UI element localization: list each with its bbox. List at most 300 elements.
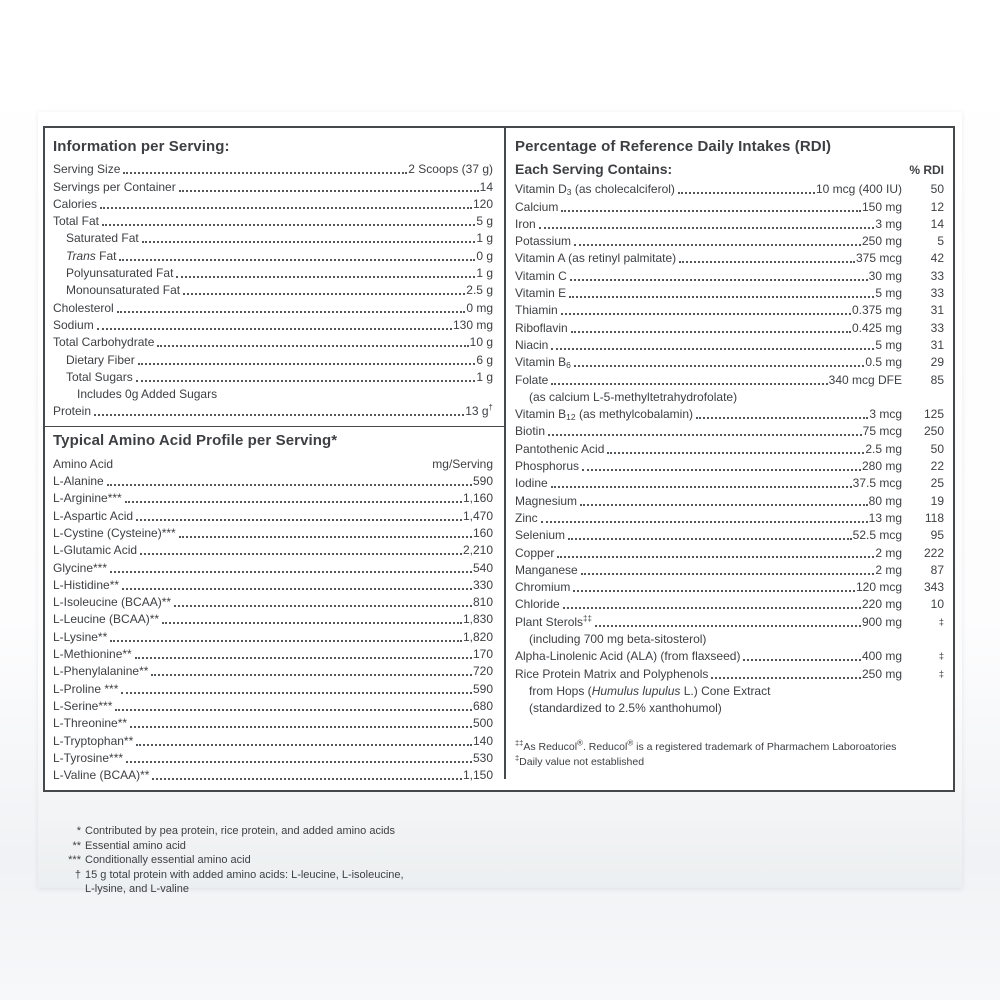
dot-leader — [138, 363, 476, 365]
info-row — [53, 246, 493, 263]
rdi-row-percent: 33 — [930, 320, 944, 335]
rdi-row-label — [515, 528, 565, 543]
amino-row — [53, 524, 493, 541]
text-segment: Protein — [53, 404, 92, 419]
dot-leader — [119, 259, 475, 261]
text-segment: (as methylcobalamin) — [575, 407, 693, 422]
info-row — [53, 333, 493, 350]
rdi-row-amount: 0.5 mg — [865, 355, 902, 370]
amino-row-value: 680 — [472, 698, 493, 713]
dot-leader — [140, 553, 462, 555]
rdi-row-amount: 30 mg — [868, 268, 902, 283]
rdi-row — [515, 664, 944, 681]
info-row — [53, 368, 493, 385]
rdi-row-amount: 120 mcg — [855, 580, 902, 595]
rdi-row-percent: 25 — [930, 476, 944, 491]
info-row — [53, 177, 493, 194]
amino-row — [53, 662, 493, 679]
info-row-value: 1 g — [476, 369, 493, 384]
dot-leader — [176, 276, 475, 278]
dot-leader — [117, 311, 466, 313]
info-row — [53, 212, 493, 229]
rdi-row-amount: 75 mcg — [862, 424, 902, 439]
rdi-row-percent: 50 — [930, 182, 944, 197]
info-row-value: 1 g — [476, 266, 493, 281]
dot-leader — [183, 293, 465, 295]
rdi-row-main — [515, 442, 902, 457]
dot-leader — [135, 657, 472, 659]
supplement-label — [38, 112, 962, 895]
rdi-row-amount: 250 mg — [861, 666, 902, 681]
info-row-label — [66, 353, 135, 368]
dot-leader — [110, 571, 472, 573]
rdi-row-main — [515, 217, 902, 232]
dot-leader — [561, 210, 861, 212]
footnote-text: Conditionally essential amino acid — [85, 854, 251, 866]
rdi-row-amount: 2.5 mg — [865, 441, 902, 456]
info-row-label — [53, 335, 154, 350]
dot-leader — [551, 486, 852, 488]
rdi-row-main — [515, 234, 902, 249]
rdi-row-percent: 95 — [930, 528, 944, 543]
info-row-value: 0 g — [476, 248, 493, 263]
text-segment: Phosphorus — [515, 459, 580, 474]
amino-row-label: L-Methionine** — [53, 647, 132, 662]
rdi-rows-list — [515, 180, 944, 716]
text-segment: Calcium — [515, 199, 559, 214]
text-segment: Sodium — [53, 317, 94, 332]
dagger-mark: † — [488, 403, 493, 413]
text-segment: Vitamin B — [515, 355, 567, 370]
rdi-row-label — [515, 286, 566, 301]
rdi-row-subline — [515, 630, 944, 647]
rdi-row — [515, 353, 944, 370]
footnote-marker: † — [74, 868, 81, 881]
rdi-row — [515, 474, 944, 491]
rdi-row-label — [515, 321, 568, 336]
amino-row-value: 1,150 — [462, 768, 493, 783]
text-segment: Fat — [95, 248, 117, 263]
text-segment: Vitamin B — [515, 407, 567, 422]
text-segment: Pantothenic Acid — [515, 441, 605, 456]
text-segment: Vitamin E — [515, 286, 567, 301]
amino-row — [53, 506, 493, 523]
each-serving-label: Each Serving Contains: — [515, 161, 673, 177]
text-segment: Monounsaturated Fat — [66, 283, 181, 298]
footnote-text: L-lysine, and L-valine — [85, 883, 189, 895]
text-segment: Plant Sterols — [515, 614, 584, 629]
text-segment: Riboflavin — [515, 320, 568, 335]
footnote-marker: *** — [68, 854, 81, 866]
rdi-row-label — [515, 580, 570, 595]
amino-row-label: L-Proline *** — [53, 681, 119, 696]
rdi-row-main — [515, 338, 902, 353]
rdi-row — [515, 457, 944, 474]
info-row — [53, 402, 493, 419]
info-row — [53, 160, 493, 177]
amino-row — [53, 541, 493, 558]
rdi-row-amount: 37.5 mcg — [852, 476, 902, 491]
amino-row — [53, 766, 493, 783]
rdi-row-label — [515, 182, 675, 197]
dot-leader — [130, 726, 472, 728]
info-rows-list — [53, 160, 493, 419]
rdi-row-amount: 2 mg — [875, 562, 902, 577]
rdi-row — [515, 422, 944, 439]
dot-leader — [122, 588, 472, 590]
info-row-label — [66, 283, 180, 298]
amino-row — [53, 558, 493, 575]
text-segment: Total Sugars — [66, 369, 133, 384]
rdi-row-main — [515, 286, 902, 301]
rdi-row-label — [515, 511, 538, 526]
rdi-row-amount: 5 mg — [875, 337, 902, 352]
footnote-text: Essential amino acid — [85, 839, 186, 852]
rdi-row-label — [515, 200, 558, 215]
info-row-value: 13 g† — [465, 403, 493, 419]
mg-serving-col-label: mg/Serving — [432, 456, 493, 471]
rdi-row-label — [515, 667, 708, 682]
facts-panel — [43, 126, 955, 895]
info-row — [53, 350, 493, 367]
rdi-row-main — [515, 476, 902, 491]
info-row — [53, 195, 493, 212]
amino-column-headers — [53, 454, 493, 471]
rdi-row-amount: 0.425 mg — [851, 320, 902, 335]
amino-profile-header: Typical Amino Acid Profile per Serving* — [53, 432, 338, 450]
rdi-row-amount: 80 mg — [868, 493, 902, 508]
dot-leader — [574, 365, 864, 367]
text-segment: ‡‡ — [583, 613, 592, 623]
rdi-row-label — [515, 459, 579, 474]
rdi-row-percent: ‡ — [938, 668, 944, 680]
amino-row-label: L-Isoleucine (BCAA)** — [53, 595, 172, 610]
dot-leader — [679, 261, 855, 263]
rdi-subline-text — [529, 701, 722, 716]
rdi-row-amount: 340 mcg DFE — [828, 372, 902, 387]
amino-row — [53, 749, 493, 766]
rdi-row — [515, 612, 944, 629]
amino-row-value: 330 — [472, 577, 493, 592]
rdi-row-main — [515, 615, 902, 630]
text-segment: Humulus lupulus — [591, 683, 681, 698]
rdi-row-label — [515, 546, 554, 561]
rdi-subline-text — [529, 390, 737, 405]
dot-leader — [582, 469, 861, 471]
text-segment: Servings per Container — [53, 179, 176, 194]
rdi-row-amount: 10 mcg (400 IU) — [815, 182, 902, 197]
rdi-row-amount: 400 mg — [861, 649, 902, 664]
rdi-footnote — [515, 740, 944, 755]
text-segment: ® — [577, 738, 583, 748]
amino-row-label: L-Threonine** — [53, 716, 128, 731]
rdi-row-label — [515, 442, 604, 457]
amino-row-value: 590 — [472, 474, 493, 489]
text-segment: Vitamin A (as retinyl palmitate) — [515, 251, 677, 266]
text-segment: 3 — [566, 187, 572, 198]
dot-leader — [100, 207, 472, 209]
rdi-row-label — [515, 338, 548, 353]
info-row-label — [53, 301, 114, 316]
amino-row — [53, 714, 493, 731]
rdi-row-label — [515, 234, 571, 249]
rdi-row-amount: 250 mg — [861, 234, 902, 249]
rdi-row-label — [515, 615, 592, 630]
text-segment: Chloride — [515, 597, 560, 612]
text-segment: As Reducol — [523, 741, 578, 754]
rdi-row — [515, 561, 944, 578]
text-segment: Zinc — [515, 510, 538, 525]
rdi-row-percent: 125 — [923, 407, 944, 422]
amino-row-value: 540 — [472, 560, 493, 575]
text-segment: Vitamin C — [515, 268, 567, 283]
dot-leader — [551, 348, 874, 350]
footnote-marker: ‡ — [515, 753, 520, 763]
rdi-subline-text — [529, 684, 770, 699]
rdi-row — [515, 249, 944, 266]
dot-leader — [110, 640, 462, 642]
text-segment: Selenium — [515, 528, 566, 543]
rdi-subheader-row — [515, 160, 944, 180]
info-row — [53, 385, 493, 402]
dot-leader — [174, 605, 472, 607]
amino-row-value: 720 — [472, 664, 493, 679]
dot-leader — [121, 692, 472, 694]
text-segment: from Hops ( — [529, 683, 592, 698]
dot-leader — [136, 744, 472, 746]
amino-row — [53, 610, 493, 627]
dot-leader — [136, 519, 462, 521]
rdi-row-label — [515, 407, 693, 422]
rdi-row-amount: 13 mg — [868, 510, 902, 525]
text-segment: Calories — [53, 196, 98, 211]
info-row-label — [53, 214, 99, 229]
dot-leader — [563, 607, 861, 609]
rdi-row — [515, 491, 944, 508]
amino-row-label: L-Cystine (Cysteine)*** — [53, 525, 176, 540]
rdi-row — [515, 578, 944, 595]
text-segment: L.) Cone Extract — [680, 683, 771, 698]
rdi-row-main — [515, 373, 902, 388]
text-segment: Manganese — [515, 562, 578, 577]
amino-row-value: 1,470 — [462, 508, 493, 523]
amino-row-value: 1,160 — [462, 491, 493, 506]
rdi-row-main — [515, 269, 902, 284]
rdi-row-label — [515, 476, 548, 491]
dot-leader — [541, 521, 868, 523]
rdi-row-main — [515, 355, 902, 370]
footnote-marker: ** — [72, 839, 81, 852]
info-row — [53, 316, 493, 333]
dot-leader — [573, 590, 855, 592]
dot-leader — [581, 573, 875, 575]
rdi-row-main — [515, 494, 902, 509]
footnote-marker — [53, 882, 81, 897]
text-segment: Iron — [515, 216, 536, 231]
rdi-footnotes — [515, 740, 944, 769]
dot-leader — [696, 417, 868, 419]
text-segment: Total Carbohydrate — [53, 335, 155, 350]
rdi-row — [515, 526, 944, 543]
rdi-row — [515, 180, 944, 197]
text-segment: Cholesterol — [53, 300, 114, 315]
amino-row-label: L-Tryptophan** — [53, 733, 134, 748]
info-row-label — [53, 404, 91, 419]
amino-row-value: 810 — [472, 595, 493, 610]
rdi-row-amount: 375 mcg — [855, 251, 902, 266]
rdi-row-percent: 14 — [930, 216, 944, 231]
rdi-row-subline — [515, 682, 944, 699]
rdi-row-percent: 12 — [930, 199, 944, 214]
rdi-row-amount: 5 mg — [875, 286, 902, 301]
rdi-row-amount: 220 mg — [861, 597, 902, 612]
rdi-row — [515, 543, 944, 560]
text-segment: Trans — [66, 248, 96, 263]
amino-row — [53, 697, 493, 714]
dot-leader — [102, 224, 475, 226]
dot-leader — [152, 778, 461, 780]
rdi-row — [515, 509, 944, 526]
text-segment: (standardized to 2.5% xanthohumol) — [529, 701, 722, 716]
footnote-text: 15 g total protein with added amino acids: L-leucine, L-isoleucine, — [85, 868, 404, 881]
text-segment: Potassium — [515, 234, 572, 249]
rdi-row-percent: 5 — [937, 234, 944, 249]
rdi-row-label — [515, 217, 536, 232]
rdi-row-amount: 280 mg — [861, 459, 902, 474]
amino-row — [53, 679, 493, 696]
dot-leader — [743, 659, 861, 661]
amino-row-label: L-Phenylalanine** — [53, 664, 149, 679]
rdi-column — [506, 128, 953, 790]
rdi-row-percent: 42 — [930, 251, 944, 266]
info-row-value: 130 mg — [452, 317, 493, 332]
footnote-marker: * — [76, 825, 81, 837]
text-segment: Folate — [515, 372, 549, 387]
footnote-text: Contributed by pea protein, rice protein, and added amino acids — [85, 825, 396, 837]
rdi-row-percent: 31 — [930, 337, 944, 352]
info-row-label — [66, 231, 139, 246]
dot-leader — [151, 674, 472, 676]
rdi-row-main — [515, 303, 902, 318]
amino-row-value: 590 — [472, 681, 493, 696]
rdi-row-percent: 87 — [930, 562, 944, 577]
rdi-row-main — [515, 407, 902, 422]
text-segment: 6 — [566, 360, 571, 371]
rdi-row-main — [515, 251, 902, 266]
amino-acid-col-label: Amino Acid — [53, 456, 114, 471]
dot-leader — [179, 536, 472, 538]
info-row — [53, 298, 493, 315]
amino-row-value: 2,210 — [462, 543, 493, 558]
info-row-label — [53, 180, 176, 195]
text-segment: Serving Size — [53, 162, 121, 177]
rdi-row-percent: ‡ — [938, 616, 944, 628]
info-row-value: 5 g — [476, 214, 493, 229]
rdi-row — [515, 318, 944, 335]
rdi-row-amount: 0.375 mg — [851, 303, 902, 318]
rdi-row-label — [515, 373, 548, 388]
rdi-row-main — [515, 511, 902, 526]
text-segment: Saturated Fat — [66, 231, 139, 246]
dot-leader — [126, 761, 472, 763]
amino-row-value: 160 — [472, 525, 493, 540]
dot-leader — [157, 345, 468, 347]
rdi-row-label — [515, 563, 578, 578]
rdi-row-main — [515, 200, 902, 215]
text-segment: Daily value not established — [519, 755, 645, 768]
amino-row — [53, 627, 493, 644]
rdi-row-amount: 3 mg — [875, 216, 902, 231]
rdi-row — [515, 266, 944, 283]
info-row-value: 10 g — [469, 335, 493, 350]
dot-leader — [574, 244, 861, 246]
dot-leader — [607, 452, 864, 454]
rdi-row-subline — [515, 388, 944, 405]
rdi-row-amount: 900 mg — [861, 614, 902, 629]
rdi-row-subline — [515, 699, 944, 716]
rdi-row-main — [515, 597, 902, 612]
rdi-row-main — [515, 580, 902, 595]
info-per-serving-header: Information per Serving: — [53, 138, 230, 155]
info-row-value: 2.5 g — [466, 283, 493, 298]
amino-row — [53, 731, 493, 748]
text-segment: Polyunsaturated Fat — [66, 266, 174, 281]
rdi-header: Percentage of Reference Daily Intakes (RDI) — [515, 138, 832, 155]
rdi-row-main — [515, 424, 902, 439]
amino-row-label: L-Valine (BCAA)** — [53, 768, 150, 783]
text-segment: . Reducol — [582, 741, 628, 754]
dot-leader — [580, 504, 868, 506]
text-segment: is a registered trademark of Pharmachem Laboroatories — [633, 741, 897, 754]
amino-row-value: 1,820 — [462, 629, 493, 644]
info-row-label — [53, 318, 94, 333]
text-segment: Magnesium — [515, 493, 578, 508]
rdi-row-main — [515, 563, 902, 578]
info-row — [53, 229, 493, 246]
rdi-row — [515, 301, 944, 318]
text-segment: Total Fat — [53, 214, 100, 229]
amino-row-label: Glycine*** — [53, 560, 108, 575]
dot-leader — [595, 625, 861, 627]
text-segment: Alpha-Linolenic Acid (ALA) (from flaxseed) — [515, 649, 741, 664]
rdi-row-main — [515, 459, 902, 474]
rdi-row-label — [515, 303, 558, 318]
info-row — [53, 264, 493, 281]
dot-leader — [561, 313, 851, 315]
rdi-row-main — [515, 528, 902, 543]
dot-leader — [107, 484, 472, 486]
info-row-label — [53, 197, 97, 212]
footnote-marker: ‡‡ — [515, 738, 524, 748]
rdi-row-label — [515, 424, 545, 439]
amino-row-label: L-Histidine** — [53, 577, 120, 592]
rdi-row-percent: 343 — [923, 580, 944, 595]
dot-leader — [571, 331, 851, 333]
amino-row-value: 530 — [472, 750, 493, 765]
dot-leader — [115, 709, 472, 711]
amino-row-label: L-Lysine** — [53, 629, 108, 644]
text-segment: Vitamin D — [515, 182, 567, 197]
amino-row-label: L-Aspartic Acid — [53, 508, 134, 523]
rdi-row-percent: 22 — [930, 459, 944, 474]
rdi-row-label — [515, 649, 740, 664]
rdi-row-label — [515, 597, 560, 612]
text-segment: Rice Protein Matrix and Polyphenols — [515, 666, 709, 681]
amino-row — [53, 489, 493, 506]
rdi-row-percent: 33 — [930, 268, 944, 283]
text-segment: ® — [627, 738, 634, 748]
rdi-row-percent: 85 — [930, 372, 944, 387]
